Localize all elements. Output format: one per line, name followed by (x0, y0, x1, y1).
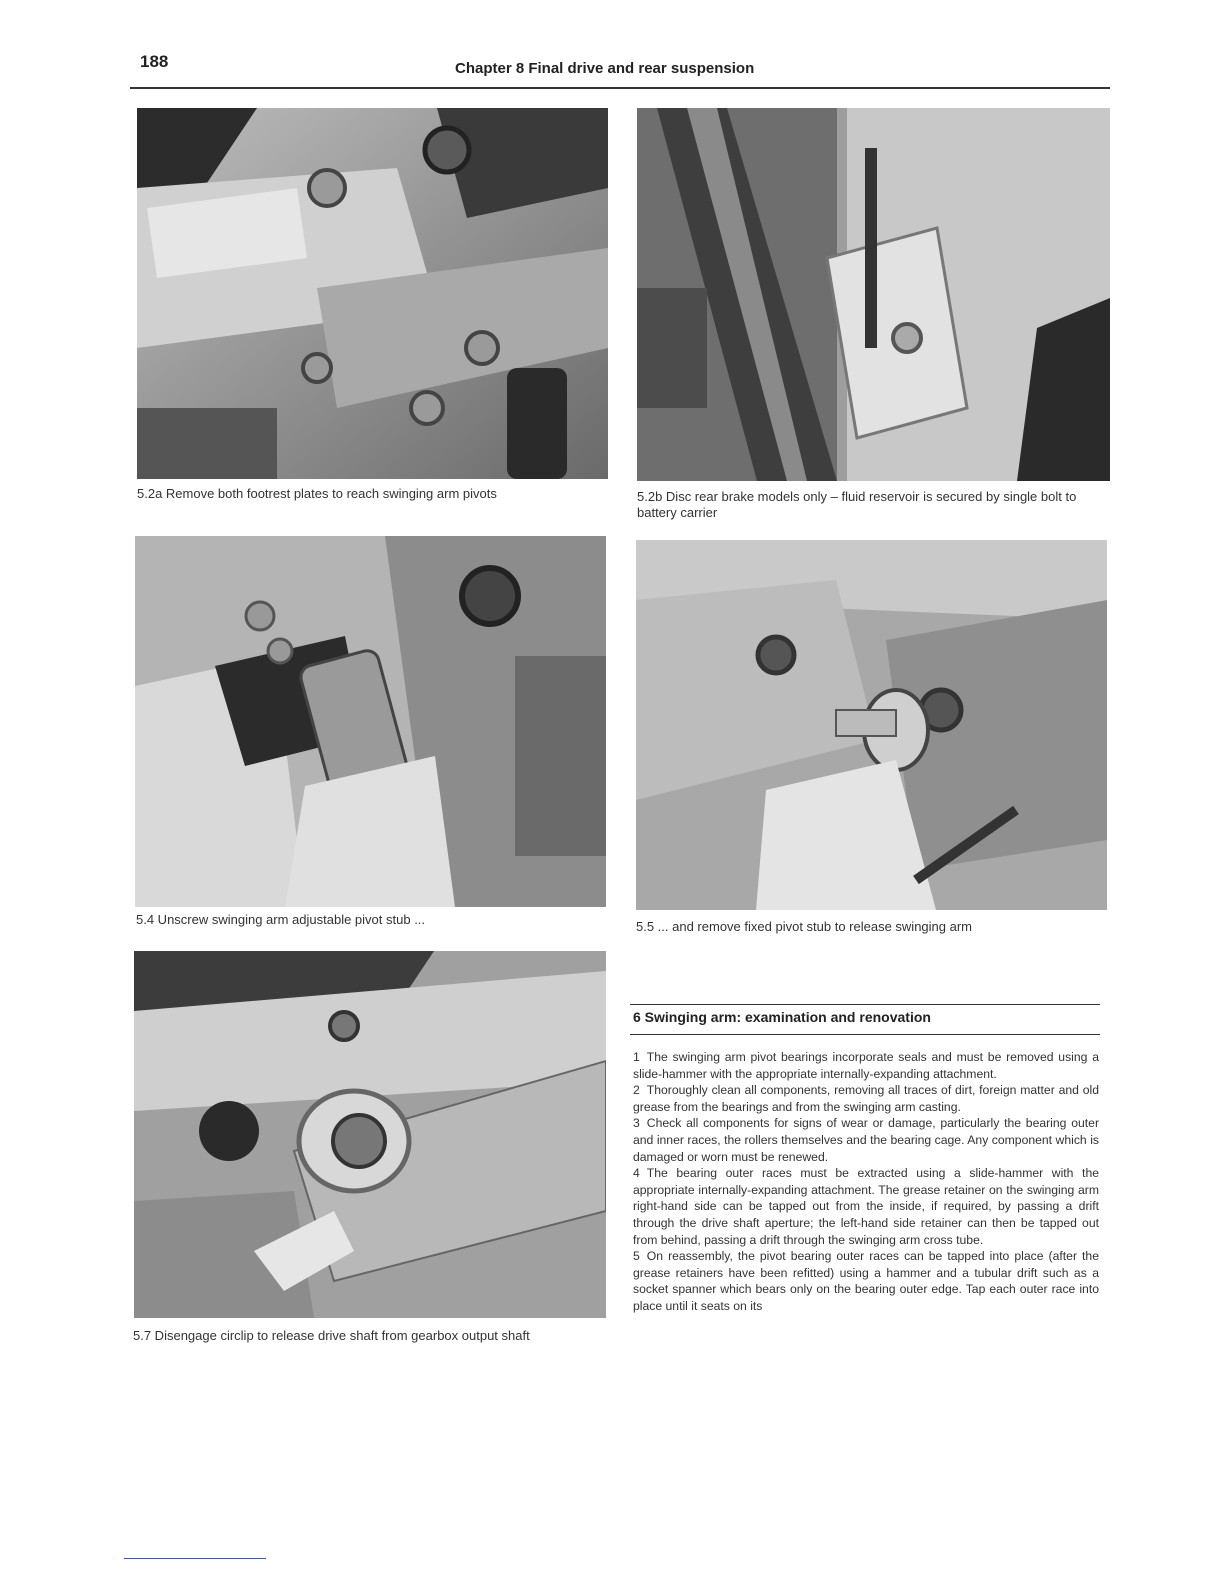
page-number: 188 (140, 52, 169, 71)
paragraph-number: 2 (633, 1083, 640, 1098)
section-body (633, 1049, 1099, 1315)
photo-drive-shaft-circlip (134, 951, 606, 1318)
caption-5-7: 5.7 Disengage circlip to release drive shaft from gearbox output shaft (133, 1328, 530, 1343)
paragraph-number: 1 (633, 1050, 640, 1064)
paragraph-text: The bearing outer races must be extracted using a slide-hammer with the appropriate internally-expanding attachment. The grease retainer on the swinging arm right-hand side can be tapped out from the inside, if required, by passing a drift through the drive shaft aperture; the left-hand side retainer can then be tapped out from behind, passing a drift through the swinging arm cross tube. (633, 1166, 1099, 1247)
paragraph-text: Thoroughly clean all components, removing all traces of dirt, foreign matter and old grease from the bearings and from the swinging arm casting. (633, 1083, 1099, 1114)
photo-fluid-reservoir (637, 108, 1110, 481)
caption-5-5: 5.5 ... and remove fixed pivot stub to release swinging arm (636, 919, 973, 934)
section-title: 6 Swinging arm: examination and renovation (633, 1009, 931, 1025)
photo-fixed-pivot-stub (636, 540, 1107, 910)
caption-5-4: 5.4 Unscrew swinging arm adjustable pivot stub ... (136, 912, 426, 927)
caption-5-2b: 5.2b Disc rear brake models only – fluid reservoir is secured by single bolt to battery carrier (637, 489, 1077, 520)
paragraph (633, 1248, 1099, 1314)
running-head: Chapter 8 Final drive and rear suspension (455, 60, 755, 77)
paragraph (633, 1082, 1099, 1115)
footer-rule (124, 1558, 266, 1559)
section-bottom-rule (630, 1034, 1100, 1035)
paragraph-text: The swinging arm pivot bearings incorporate seals and must be removed using a slide-hammer with the appropriate internally-expanding attachment. (633, 1050, 1099, 1081)
paragraph-number: 4 (633, 1166, 640, 1181)
paragraph-text: Check all components for signs of wear or damage, particularly the bearing outer and inner races, the rollers themselves and the bearing cage. Any component which is damaged or worn must be renewed. (633, 1116, 1099, 1164)
photo-footrest-plates (137, 108, 608, 479)
caption-5-2a: 5.2a Remove both footrest plates to reach swinging arm pivots (137, 486, 497, 501)
paragraph (633, 1165, 1099, 1248)
paragraph (633, 1115, 1099, 1165)
header-rule (130, 87, 1110, 89)
photo-adjustable-pivot-stub (135, 536, 606, 907)
paragraph-number: 5 (633, 1249, 640, 1264)
paragraph (633, 1049, 1099, 1082)
paragraph-number: 3 (633, 1116, 640, 1131)
paragraph-text: On reassembly, the pivot bearing outer races can be tapped into place (after the grease retainers have been refitted) using a hammer and a tubular drift such as a socket spanner which bears only on the bearing outer edge. Tap each outer race into place until it seats on its (633, 1249, 1099, 1313)
section-top-rule (630, 1004, 1100, 1005)
